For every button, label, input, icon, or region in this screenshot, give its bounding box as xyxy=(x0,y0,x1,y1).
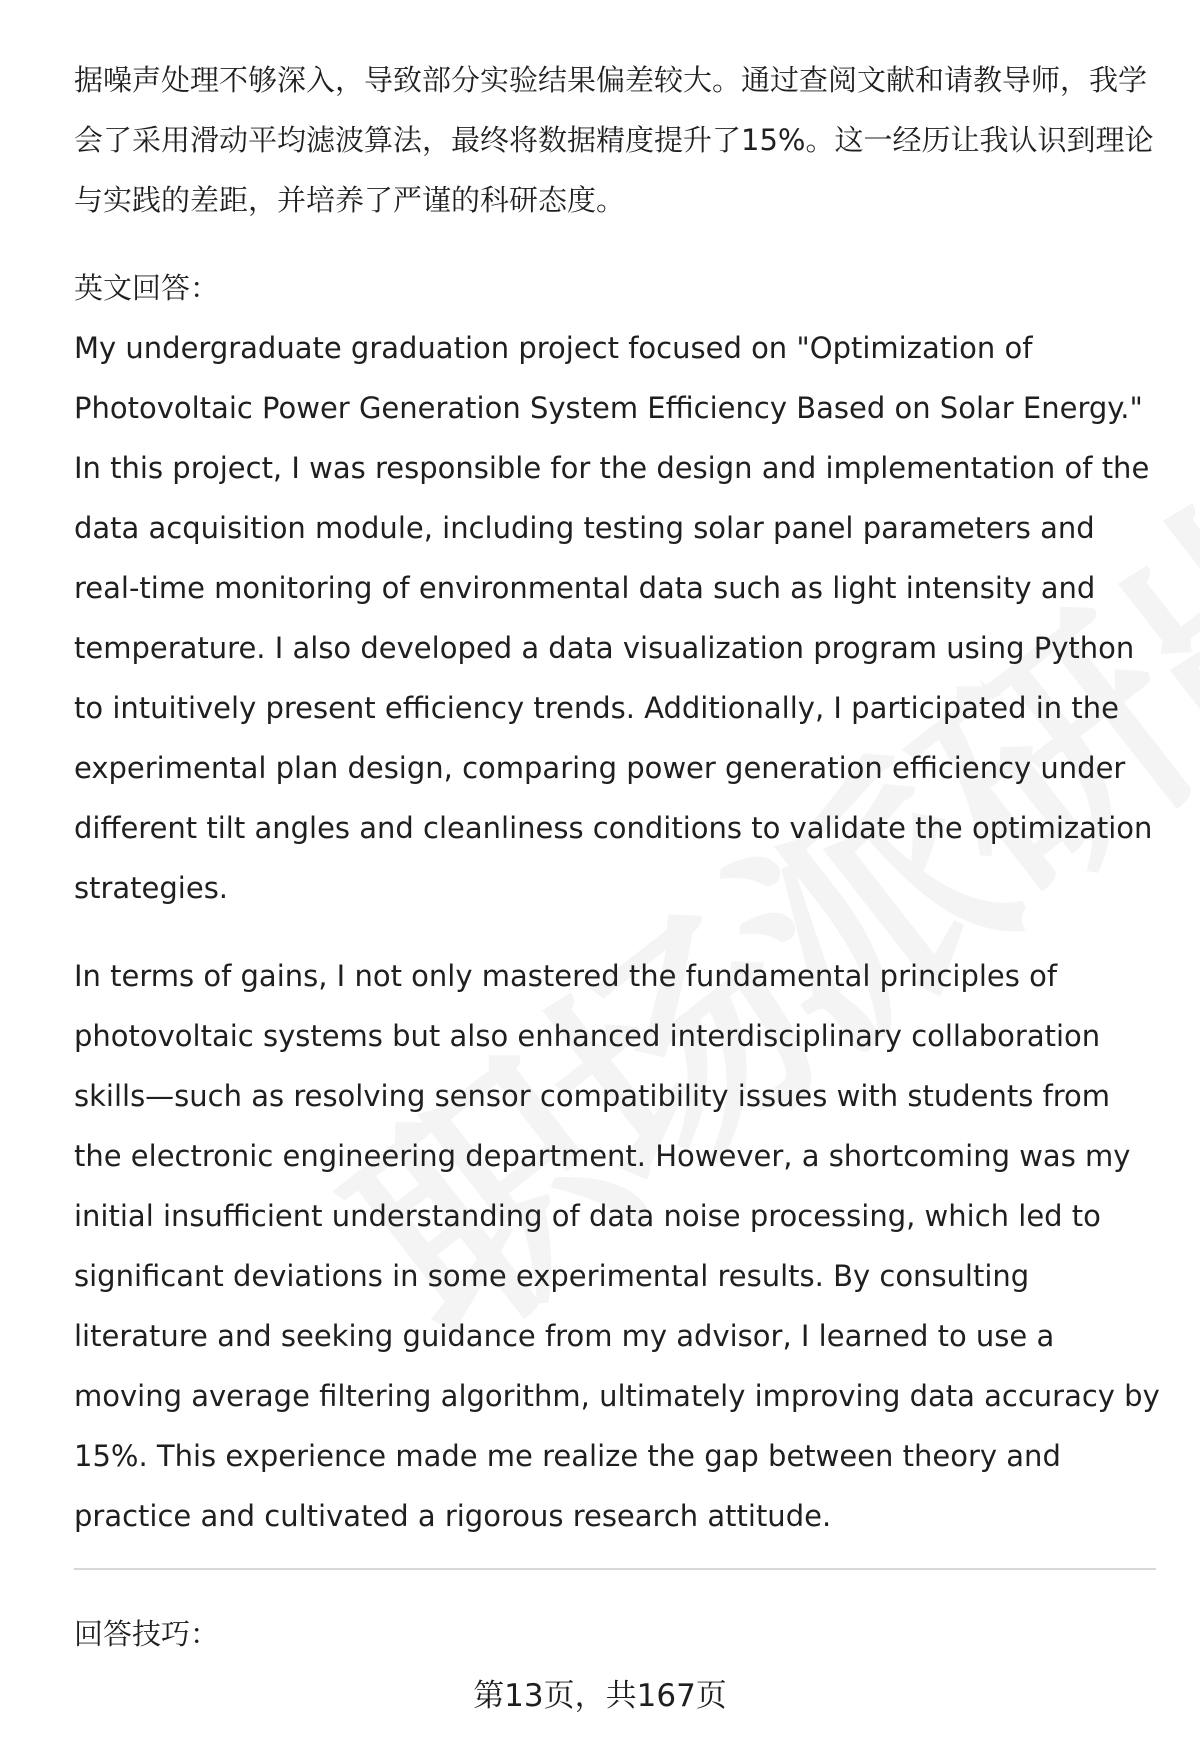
english-paragraph-1: My undergraduate graduation project focused on "Optimization of Photovoltaic Power Generation System Efficiency Based on Solar Energy." In this project, I was responsible for the design and implementation of the data acquisition module, including testing solar panel parameters and real-time monitoring of environmental data such as light intensity and temperature. I also developed a data visualization program using Python to intuitively present efficiency trends. Additionally, I participated in the experimental plan design, comparing power generation efficiency under different tilt angles and cleanliness conditions to validate the optimization strategies. xyxy=(74,331,1153,905)
english-answer-heading: 英文回答： xyxy=(74,271,220,305)
section-divider xyxy=(74,1568,1156,1570)
document-body xyxy=(74,50,1164,1546)
chinese-answer-tail: 据噪声处理不够深入，导致部分实验结果偏差较大。通过查阅文献和请教导师，我学会了采用滑动平均滤波算法，最终将数据精度提升了15%。这一经历让我认识到理论与实践的差距，并培养了严谨的科研态度。 xyxy=(74,63,1154,217)
page-number-footer: 第13页，共167页 xyxy=(473,1678,727,1714)
english-paragraph-2: In terms of gains, I not only mastered the fundamental principles of photovoltaic systems but also enhanced interdisciplinary collaboration skills—such as resolving sensor compatibility issues with students from the electronic engineering department. However, a shortcoming was my initial insufficient understanding of data noise processing, which led to significant deviations in some experimental results. By consulting literature and seeking guidance from my advisor, I learned to use a moving average filtering algorithm, ultimately improving data accuracy by 15%. This experience made me realize the gap between theory and practice and cultivated a rigorous research attitude. xyxy=(74,959,1160,1533)
answer-tips-heading: 回答技巧： xyxy=(74,1617,220,1651)
